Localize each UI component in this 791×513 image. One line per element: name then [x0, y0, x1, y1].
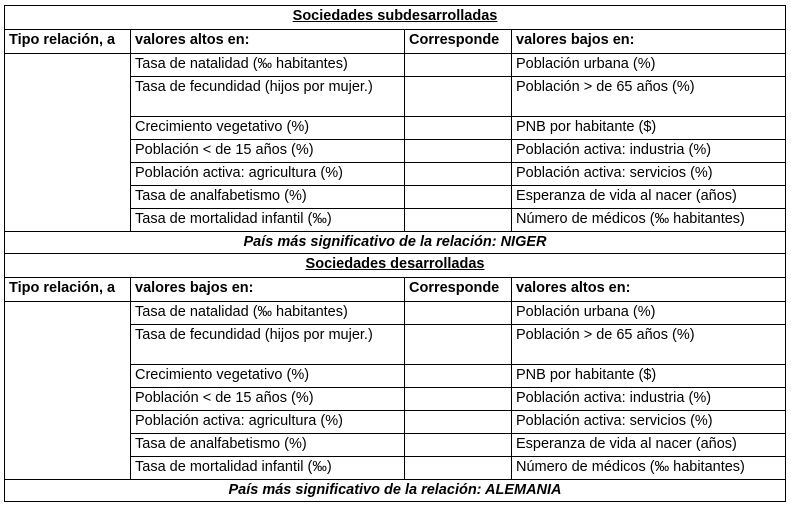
match-cell[interactable]	[405, 140, 512, 163]
match-cell[interactable]	[405, 77, 512, 117]
left-indicator: Tasa de mortalidad infantil (‰)	[131, 209, 405, 232]
left-indicator: Población activa: agricultura (%)	[131, 163, 405, 186]
match-cell[interactable]	[405, 434, 512, 457]
col-header-right: valores bajos en:	[512, 30, 786, 54]
col-header-type: Tipo relación, a	[5, 278, 131, 302]
right-indicator: Población > de 65 años (%)	[512, 77, 786, 117]
match-cell[interactable]	[405, 117, 512, 140]
match-cell[interactable]	[405, 325, 512, 365]
footer-row	[5, 480, 786, 502]
section-title-row	[5, 6, 786, 30]
right-indicator: Número de médicos (‰ habitantes)	[512, 457, 786, 480]
section-title: Sociedades subdesarrolladas	[5, 6, 786, 30]
match-cell[interactable]	[405, 163, 512, 186]
match-cell[interactable]	[405, 186, 512, 209]
relations-table	[4, 5, 786, 502]
left-indicator: Población < de 15 años (%)	[131, 140, 405, 163]
country-footer: País más significativo de la relación: NIGER	[5, 232, 786, 254]
left-indicator: Tasa de mortalidad infantil (‰)	[131, 457, 405, 480]
right-indicator: PNB por habitante ($)	[512, 117, 786, 140]
match-cell[interactable]	[405, 54, 512, 77]
match-cell[interactable]	[405, 365, 512, 388]
left-indicator: Población activa: agricultura (%)	[131, 411, 405, 434]
left-indicator: Población < de 15 años (%)	[131, 388, 405, 411]
left-indicator: Tasa de fecundidad (hijos por mujer.)	[131, 325, 405, 365]
col-header-right: valores altos en:	[512, 278, 786, 302]
col-header-type: Tipo relación, a	[5, 30, 131, 54]
left-indicator: Crecimiento vegetativo (%)	[131, 365, 405, 388]
left-indicator: Tasa de analfabetismo (%)	[131, 434, 405, 457]
type-cell[interactable]	[5, 54, 131, 232]
left-indicator: Crecimiento vegetativo (%)	[131, 117, 405, 140]
match-cell[interactable]	[405, 388, 512, 411]
right-indicator: Población > de 65 años (%)	[512, 325, 786, 365]
header-row	[5, 30, 786, 54]
left-indicator: Tasa de natalidad (‰ habitantes)	[131, 302, 405, 325]
section-title: Sociedades desarrolladas	[5, 254, 786, 278]
match-cell[interactable]	[405, 302, 512, 325]
col-header-left: valores bajos en:	[131, 278, 405, 302]
right-indicator: Esperanza de vida al nacer (años)	[512, 186, 786, 209]
country-footer: País más significativo de la relación: ALEMANIA	[5, 480, 786, 502]
left-indicator: Tasa de analfabetismo (%)	[131, 186, 405, 209]
right-indicator: Población activa: servicios (%)	[512, 411, 786, 434]
section-title-row	[5, 254, 786, 278]
header-row	[5, 278, 786, 302]
match-cell[interactable]	[405, 209, 512, 232]
match-cell[interactable]	[405, 411, 512, 434]
table-row	[5, 54, 786, 77]
right-indicator: Población activa: servicios (%)	[512, 163, 786, 186]
right-indicator: Población urbana (%)	[512, 54, 786, 77]
table-row	[5, 302, 786, 325]
right-indicator: PNB por habitante ($)	[512, 365, 786, 388]
col-header-match: Corresponde	[405, 30, 512, 54]
right-indicator: Esperanza de vida al nacer (años)	[512, 434, 786, 457]
left-indicator: Tasa de natalidad (‰ habitantes)	[131, 54, 405, 77]
right-indicator: Población activa: industria (%)	[512, 388, 786, 411]
type-cell[interactable]	[5, 302, 131, 480]
right-indicator: Población urbana (%)	[512, 302, 786, 325]
footer-row	[5, 232, 786, 254]
right-indicator: Número de médicos (‰ habitantes)	[512, 209, 786, 232]
match-cell[interactable]	[405, 457, 512, 480]
left-indicator: Tasa de fecundidad (hijos por mujer.)	[131, 77, 405, 117]
right-indicator: Población activa: industria (%)	[512, 140, 786, 163]
col-header-left: valores altos en:	[131, 30, 405, 54]
col-header-match: Corresponde	[405, 278, 512, 302]
